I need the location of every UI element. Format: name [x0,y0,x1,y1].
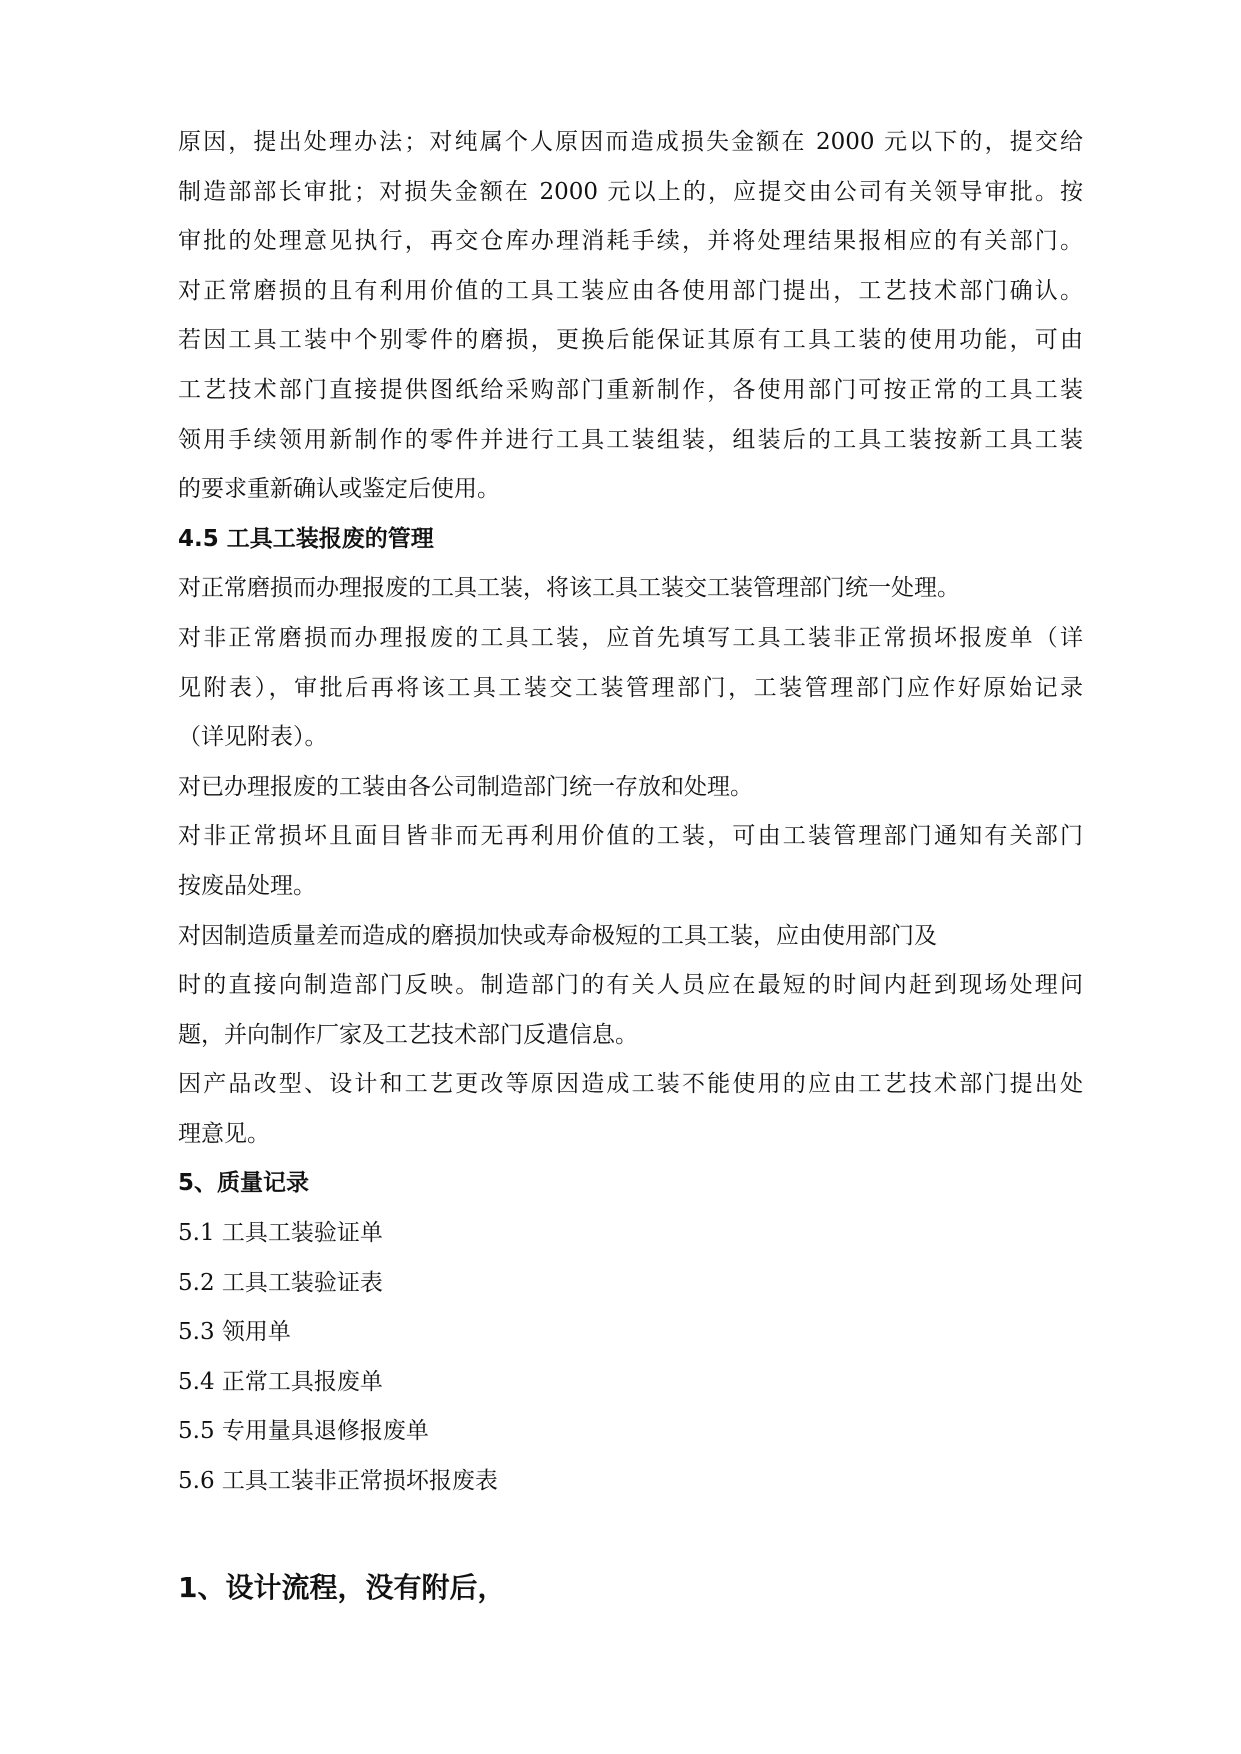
list-item: 5.6 工具工装非正常损坏报废表 [178,1468,498,1495]
text-line: 领用手续领用新制作的零件并进行工具工装组装，组装后的工具工装按新工具工装 [178,426,1083,453]
text-line: 见附表），审批后再将该工具工装交工装管理部门，工装管理部门应作好原始记录 [178,674,1083,701]
list-item: 5.1 工具工装验证单 [178,1220,383,1247]
text-line: 对非正常磨损而办理报废的工具工装，应首先填写工具工装非正常损坏报废单（详 [178,624,1083,651]
text-line: 题，并向制作厂家及工艺技术部门反遣信息。 [178,1021,638,1048]
paragraph-waste-disposal [178,812,1083,911]
text-line: 对正常磨损的且有利用价值的工具工装应由各使用部门提出，工艺技术部门确认。 [178,277,1083,304]
text-line: 对非正常损坏且面目皆非而无再利用价值的工装，可由工装管理部门通知有关部门 [178,823,1083,850]
text-line: 原因，提出处理办法；对纯属个人原因而造成损失金额在 2000 元以下的，提交给 [178,129,1083,155]
paragraph-design-change [178,1060,1083,1159]
list-item: 5.4 正常工具报废单 [178,1368,383,1395]
document-body [178,118,1083,1507]
text-line: 因产品改型、设计和工艺更改等原因造成工装不能使用的应由工艺技术部门提出处 [178,1071,1083,1098]
text-line: 时的直接向制造部门反映。制造部门的有关人员应在最短的时间内赶到现场处理问 [178,972,1083,999]
text-line: 若因工具工装中个别零件的磨损，更换后能保证其原有工具工装的使用功能，可由 [178,327,1083,354]
section-heading-5: 5、质量记录 [178,1170,310,1197]
text-line: 工艺技术部门直接提供图纸给采购部门重新制作，各使用部门可按正常的工具工装 [178,376,1083,403]
section-heading-4-5: 4.5 工具工装报废的管理 [178,525,434,552]
paragraph-normal-scrap: 对正常磨损而办理报废的工具工装，将该工具工装交工装管理部门统一处理。 [178,575,960,602]
paragraph-quality-feedback [178,912,1083,1061]
paragraph-normal-wear [178,267,1083,515]
text-line: （详见附表）。 [178,724,328,751]
text-line: 的要求重新确认或鉴定后使用。 [178,476,500,503]
text-line: 理意见。 [178,1120,270,1147]
paragraph-loss-approval [178,118,1083,267]
list-item: 5.3 领用单 [178,1319,291,1346]
quality-records-list [178,1209,1083,1507]
closing-heading: 1、设计流程，没有附后， [178,1571,506,1604]
list-item: 5.5 专用量具退修报废单 [178,1418,429,1445]
paragraph-abnormal-scrap [178,614,1083,763]
text-line: 审批的处理意见执行，再交仓库办理消耗手续，并将处理结果报相应的有关部门。 [178,228,1083,255]
text-line: 制造部部长审批；对损失金额在 2000 元以上的，应提交由公司有关领导审批。按 [178,178,1083,205]
text-line: 对因制造质量差而造成的磨损加快或寿命极短的工具工装，应由使用部门及 [178,922,937,949]
list-item: 5.2 工具工装验证表 [178,1269,383,1296]
text-line: 按废品处理。 [178,872,316,899]
paragraph-storage: 对已办理报废的工装由各公司制造部门统一存放和处理。 [178,773,753,800]
